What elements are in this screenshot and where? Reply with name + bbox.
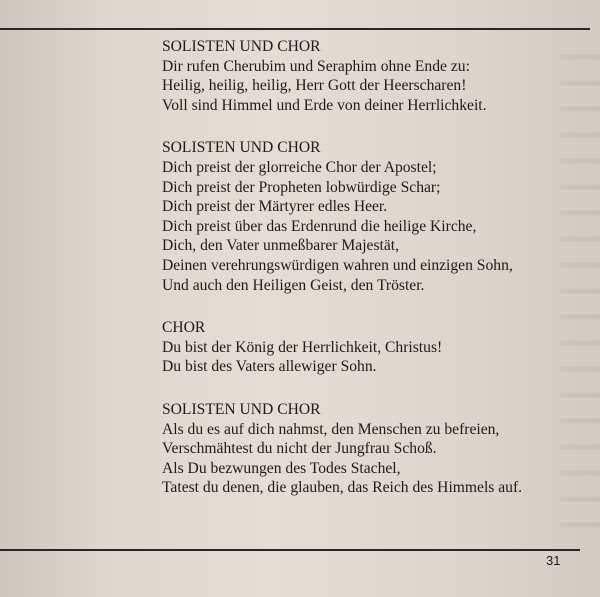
lyric-line: Deinen verehrungswürdigen wahren und einzigen Sohn, <box>162 256 513 274</box>
lyric-line: Dich preist der Märtyrer edles Heer. <box>162 198 388 216</box>
lyrics-text <box>162 37 572 521</box>
top-rule <box>0 28 590 30</box>
bottom-rule <box>0 549 580 551</box>
section-heading: SOLISTEN UND CHOR <box>162 400 321 418</box>
section-heading: CHOR <box>162 319 206 337</box>
lyric-line: Dich preist der glorreiche Chor der Apostel; <box>162 158 437 176</box>
lyric-line: Du bist des Vaters allewiger Sohn. <box>162 358 377 376</box>
lyric-line: Tatest du denen, die glauben, das Reich des Himmels auf. <box>162 479 523 497</box>
lyric-line: Heilig, heilig, heilig, Herr Gott der Heerscharen! <box>162 77 467 95</box>
lyric-line: Und auch den Heiligen Geist, den Tröster. <box>162 276 425 294</box>
page-number: 31 <box>546 553 561 568</box>
section-heading: SOLISTEN UND CHOR <box>162 38 321 55</box>
lyric-line: Dir rufen Cherubim und Seraphim ohne Ende zu: <box>162 57 470 75</box>
lyric-line: Als du es auf dich nahmst, den Menschen zu befreien, <box>162 420 500 438</box>
section-heading: SOLISTEN UND CHOR <box>162 139 321 157</box>
lyric-line: Voll sind Himmel und Erde von deiner Herrlichkeit. <box>162 96 487 114</box>
lyric-line: Als Du bezwungen des Todes Stachel, <box>162 459 401 477</box>
section-3 <box>162 318 572 377</box>
section-1 <box>162 37 572 115</box>
lyric-line: Dich, den Vater unmeßbarer Majestät, <box>162 237 399 255</box>
lyric-line: Dich preist über das Erdenrund die heilige Kirche, <box>162 217 477 235</box>
section-4 <box>162 400 572 498</box>
lyric-line: Du bist der König der Herrlichkeit, Christus! <box>162 338 443 356</box>
section-2 <box>162 138 572 295</box>
lyric-line: Verschmähtest du nicht der Jungfrau Schoß. <box>162 440 437 458</box>
lyric-line: Dich preist der Propheten lobwürdige Schar; <box>162 178 441 196</box>
